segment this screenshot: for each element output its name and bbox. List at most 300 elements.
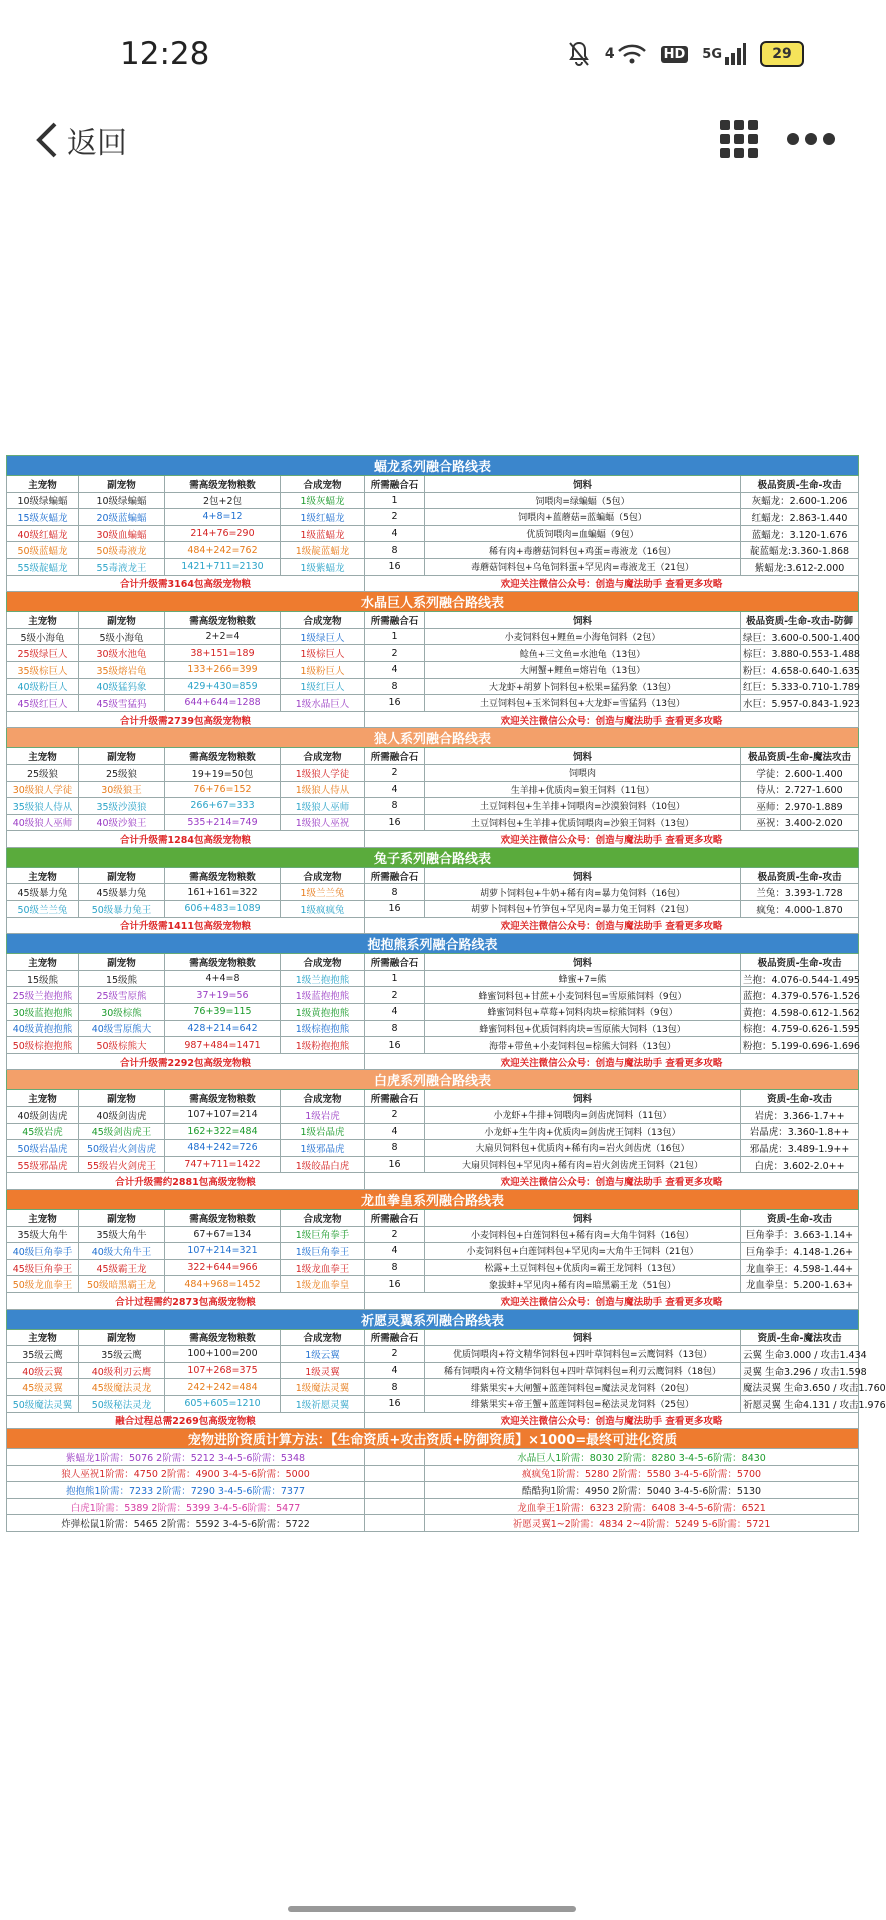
summary-text: 合计升级需2739包高级宠物粮 — [7, 711, 365, 728]
promo-note: 欢迎关注微信公众号：创造与魔法助手 查看更多攻略 — [365, 711, 859, 728]
table-row — [7, 542, 859, 559]
table-cell: 象拔蚌+罕见肉+稀有肉=暗黑霸王龙（51包） — [425, 1276, 741, 1293]
chevron-left-icon — [35, 120, 59, 160]
table-cell: 50级暗黑霸王龙 — [79, 1276, 165, 1293]
table-cell: 76+39=115 — [165, 1004, 281, 1021]
table-cell: 2 — [365, 1346, 425, 1363]
table-cell: 45级岩虎 — [7, 1123, 79, 1140]
section-title-bar — [7, 1309, 859, 1329]
table-row — [7, 1107, 859, 1124]
summary-text: 融合过程总需2269包高级宠物粮 — [7, 1412, 365, 1429]
column-header: 主宠物 — [7, 867, 79, 884]
table-cell: 40级大角牛王 — [79, 1243, 165, 1260]
column-header: 主宠物 — [7, 1209, 79, 1226]
section-title-bar — [7, 934, 859, 954]
table-cell: 40级猛犸象 — [79, 678, 165, 695]
table-cell: 4 — [365, 525, 425, 542]
table-cell: 35级棕巨人 — [7, 661, 79, 678]
table-cell: 35级沙漠狼 — [79, 798, 165, 815]
summary-row — [7, 1173, 859, 1190]
table-cell: 76+76=152 — [165, 781, 281, 798]
column-header: 所需融合石 — [365, 954, 425, 971]
evolution-level-left: 紫蝠龙1阶需：5076 2阶需：5212 3-4-5-6阶需：5348 — [7, 1449, 365, 1466]
table-cell: 邪晶虎：3.489-1.9++ — [741, 1140, 859, 1157]
table-cell: 土豆饲料包+生羊排+饲喂肉=沙漠狼饲料（10包） — [425, 798, 741, 815]
table-cell: 胡萝卜饲料包+牛奶+稀有肉=暴力兔饲料（16包） — [425, 884, 741, 901]
table-cell: 1级皎晶白虎 — [281, 1156, 365, 1173]
table-cell: 50级岩火剑齿虎 — [79, 1140, 165, 1157]
column-header: 饲料 — [425, 476, 741, 493]
spacer-cell — [365, 1498, 425, 1515]
table-cell: 1 — [365, 970, 425, 987]
column-header: 极品资质-生命-攻击 — [741, 954, 859, 971]
column-header: 资质-生命-攻击 — [741, 1090, 859, 1107]
table-cell: 38+151=189 — [165, 645, 281, 662]
table-cell: 蜂蜜+7=熊 — [425, 970, 741, 987]
table-cell: 蜂蜜饲料包+优质饲料肉块=雪原熊大饲料（13包） — [425, 1020, 741, 1037]
table-cell: 40级剑齿虎 — [7, 1107, 79, 1124]
promo-note: 欢迎关注微信公众号：创造与魔法助手 查看更多攻略 — [365, 1173, 859, 1190]
table-cell: 50级暴力兔王 — [79, 901, 165, 918]
promo-note: 欢迎关注微信公众号：创造与魔法助手 查看更多攻略 — [365, 1053, 859, 1070]
table-cell: 40级狼人巫师 — [7, 814, 79, 831]
column-header: 饲料 — [425, 1329, 741, 1346]
table-cell: 30级棕熊 — [79, 1004, 165, 1021]
column-header: 副宠物 — [79, 1090, 165, 1107]
column-header: 合成宠物 — [281, 867, 365, 884]
table-row — [7, 987, 859, 1004]
column-header: 副宠物 — [79, 1209, 165, 1226]
column-header: 极品资质-生命-攻击 — [741, 476, 859, 493]
table-cell: 30级血蝙蝠 — [79, 525, 165, 542]
table-cell: 35级狼人侍从 — [7, 798, 79, 815]
table-row — [7, 1346, 859, 1363]
table-cell: 35级云鹰 — [79, 1346, 165, 1363]
column-header: 所需融合石 — [365, 612, 425, 629]
table-cell: 50级魔法灵翼 — [7, 1395, 79, 1412]
table-cell: 37+19=56 — [165, 987, 281, 1004]
table-cell: 40级利刃云鹰 — [79, 1362, 165, 1379]
table-cell: 45级雪猛犸 — [79, 695, 165, 712]
summary-text: 合计升级需1284包高级宠物粮 — [7, 831, 365, 848]
table-cell: 岩虎：3.366-1.7++ — [741, 1107, 859, 1124]
table-cell: 30级蓝抱抱熊 — [7, 1004, 79, 1021]
table-cell: 55级邪晶虎 — [7, 1156, 79, 1173]
column-header: 副宠物 — [79, 954, 165, 971]
column-header: 主宠物 — [7, 1329, 79, 1346]
table-cell: 30级狼王 — [79, 781, 165, 798]
table-cell: 1级绿巨人 — [281, 628, 365, 645]
section-title: 狼人系列融合路线表 — [7, 728, 859, 748]
promo-note: 欢迎关注微信公众号：创造与魔法助手 查看更多攻略 — [365, 575, 859, 592]
table-cell: 25级兰抱抱熊 — [7, 987, 79, 1004]
table-row — [7, 1123, 859, 1140]
table-cell: 1级祈愿灵翼 — [281, 1395, 365, 1412]
summary-row — [7, 711, 859, 728]
more-options-button[interactable] — [786, 120, 836, 158]
table-cell: 4 — [365, 1004, 425, 1021]
table-row — [7, 1004, 859, 1021]
table-row — [7, 1395, 859, 1412]
column-header: 合成宠物 — [281, 476, 365, 493]
column-header: 所需融合石 — [365, 476, 425, 493]
evolution-level-right: 水晶巨人1阶需：8030 2阶需：8280 3-4-5-6阶需：8430 — [425, 1449, 859, 1466]
table-cell: 龙血拳皇：5.200-1.63+ — [741, 1276, 859, 1293]
table-cell: 266+67=333 — [165, 798, 281, 815]
summary-text: 合计过程需约2873包高级宠物粮 — [7, 1292, 365, 1309]
summary-row — [7, 1412, 859, 1429]
spacer-cell — [365, 1465, 425, 1482]
table-cell: 2 — [365, 645, 425, 662]
table-cell: 8 — [365, 1259, 425, 1276]
table-cell: 巨角拳手：3.663-1.14+ — [741, 1226, 859, 1243]
table-cell: 粉抱：5.199-0.696-1.696 — [741, 1037, 859, 1054]
status-icons — [567, 40, 804, 68]
table-cell: 16 — [365, 695, 425, 712]
section-title-bar — [7, 1189, 859, 1209]
promo-note: 欢迎关注微信公众号：创造与魔法助手 查看更多攻略 — [365, 831, 859, 848]
table-cell: 25级雪原熊 — [79, 987, 165, 1004]
table-cell: 55级岩火剑虎王 — [79, 1156, 165, 1173]
table-cell: 40级巨角拳手 — [7, 1243, 79, 1260]
table-row — [7, 558, 859, 575]
table-cell: 484+242=762 — [165, 542, 281, 559]
table-cell: 50级龙血拳王 — [7, 1276, 79, 1293]
table-cell: 25级狼 — [79, 764, 165, 781]
summary-text: 合计升级需3164包高级宠物粮 — [7, 575, 365, 592]
evolution-level-row — [7, 1498, 859, 1515]
table-cell: 1级邪晶虎 — [281, 1140, 365, 1157]
table-cell: 16 — [365, 814, 425, 831]
table-cell: 大闸蟹+鲤鱼=熔岩龟（13包） — [425, 661, 741, 678]
table-cell: 2 — [365, 1226, 425, 1243]
mute-bell-icon — [567, 40, 591, 68]
table-cell: 饲喂肉 — [425, 764, 741, 781]
grid-menu-button[interactable] — [720, 120, 758, 158]
spacer-cell — [365, 1449, 425, 1466]
column-header: 副宠物 — [79, 748, 165, 765]
table-cell: 50级蓝蝠龙 — [7, 542, 79, 559]
evolution-level-left: 狼人巫祝1阶需：4750 2阶需：4900 3-4-5-6阶需：5000 — [7, 1465, 365, 1482]
table-row — [7, 1243, 859, 1260]
column-header: 所需融合石 — [365, 1329, 425, 1346]
table-cell: 2 — [365, 764, 425, 781]
table-cell: 428+214=642 — [165, 1020, 281, 1037]
table-cell: 蓝抱：4.379-0.576-1.526 — [741, 987, 859, 1004]
table-cell: 25级绿巨人 — [7, 645, 79, 662]
back-button[interactable] — [35, 118, 127, 162]
column-header: 资质-生命-魔法攻击 — [741, 1329, 859, 1346]
table-cell: 605+605=1210 — [165, 1395, 281, 1412]
section-header-row — [7, 1209, 859, 1226]
evolution-level-row — [7, 1449, 859, 1466]
table-row — [7, 1020, 859, 1037]
table-cell: 8 — [365, 542, 425, 559]
table-cell: 535+214=749 — [165, 814, 281, 831]
column-header: 副宠物 — [79, 1329, 165, 1346]
table-cell: 毒蘑菇饲料包+乌龟饲料蛋+罕见肉=毒液龙王（21包） — [425, 558, 741, 575]
table-row — [7, 1276, 859, 1293]
table-cell: 8 — [365, 1140, 425, 1157]
table-cell: 小麦饲料包+白莲饲料包+罕见肉=大角牛王饲料（21包） — [425, 1243, 741, 1260]
table-cell: 162+322=484 — [165, 1123, 281, 1140]
table-row — [7, 661, 859, 678]
table-cell: 35级大角牛 — [79, 1226, 165, 1243]
table-cell: 107+214=321 — [165, 1243, 281, 1260]
table-cell: 1级灰蝠龙 — [281, 492, 365, 509]
table-cell: 8 — [365, 678, 425, 695]
section-title: 龙血拳皇系列融合路线表 — [7, 1189, 859, 1209]
table-cell: 606+483=1089 — [165, 901, 281, 918]
table-cell: 1级靛蓝蝠龙 — [281, 542, 365, 559]
table-cell: 8 — [365, 884, 425, 901]
summary-row — [7, 1053, 859, 1070]
section-header-row — [7, 954, 859, 971]
table-cell: 龙血拳王：4.598-1.44+ — [741, 1259, 859, 1276]
summary-text: 合计升级需约2881包高级宠物粮 — [7, 1173, 365, 1190]
table-cell: 5级小海龟 — [79, 628, 165, 645]
table-cell: 16 — [365, 1395, 425, 1412]
table-cell: 161+161=322 — [165, 884, 281, 901]
table-cell: 55级靛蝠龙 — [7, 558, 79, 575]
table-cell: 484+242=726 — [165, 1140, 281, 1157]
table-cell: 1级棕抱抱熊 — [281, 1020, 365, 1037]
column-header: 饲料 — [425, 748, 741, 765]
table-cell: 1 — [365, 492, 425, 509]
table-cell: 兰兔：3.393-1.728 — [741, 884, 859, 901]
table-row — [7, 1140, 859, 1157]
section-title-bar — [7, 728, 859, 748]
battery-icon — [760, 40, 804, 68]
section-header-row — [7, 867, 859, 884]
spacer-cell — [365, 1482, 425, 1499]
table-cell: 40级雪原熊大 — [79, 1020, 165, 1037]
table-cell: 55毒液龙王 — [79, 558, 165, 575]
table-cell: 429+430=859 — [165, 678, 281, 695]
table-cell: 15级熊 — [79, 970, 165, 987]
column-header: 需高级宠物粮数 — [165, 476, 281, 493]
table-cell: 魔法灵翼 生命3.650 / 攻击1.760 — [741, 1379, 859, 1396]
summary-row — [7, 1292, 859, 1309]
table-row — [7, 814, 859, 831]
column-header: 饲料 — [425, 954, 741, 971]
column-header: 所需融合石 — [365, 1209, 425, 1226]
column-header: 所需融合石 — [365, 867, 425, 884]
table-cell: 8 — [365, 798, 425, 815]
column-header: 需高级宠物粮数 — [165, 1209, 281, 1226]
table-cell: 2 — [365, 987, 425, 1004]
column-header: 合成宠物 — [281, 612, 365, 629]
section-title: 兔子系列融合路线表 — [7, 847, 859, 867]
column-header: 饲料 — [425, 1209, 741, 1226]
table-cell: 45级暴力兔 — [7, 884, 79, 901]
column-header: 合成宠物 — [281, 954, 365, 971]
column-header: 资质-生命-攻击 — [741, 1209, 859, 1226]
evolution-level-row — [7, 1465, 859, 1482]
table-cell: 蜂蜜饲料包+甘蔗+小麦饲料包=雪原熊饲料（9包） — [425, 987, 741, 1004]
summary-text: 合计升级需2292包高级宠物粮 — [7, 1053, 365, 1070]
table-row — [7, 645, 859, 662]
evolution-level-right: 疯疯兔1阶需：5280 2阶需：5580 3-4-5-6阶需：5700 — [425, 1465, 859, 1482]
column-header: 需高级宠物粮数 — [165, 1090, 281, 1107]
summary-row — [7, 831, 859, 848]
evolution-level-left: 抱抱熊1阶需：7233 2阶需：7290 3-4-5-6阶需：7377 — [7, 1482, 365, 1499]
section-header-row — [7, 748, 859, 765]
table-cell: 云翼 生命3.000 / 攻击1.434 — [741, 1346, 859, 1363]
evolution-level-row — [7, 1482, 859, 1499]
table-cell: 40级剑齿虎 — [79, 1107, 165, 1124]
evolution-level-left: 白虎1阶需：5389 2阶需：5399 3-4-5-6阶需：5477 — [7, 1498, 365, 1515]
table-cell: 灰蝠龙：2.600-1.206 — [741, 492, 859, 509]
table-cell: 67+67=134 — [165, 1226, 281, 1243]
table-cell: 50级棕熊大 — [79, 1037, 165, 1054]
table-cell: 25级狼 — [7, 764, 79, 781]
table-cell: 50级秘法灵龙 — [79, 1395, 165, 1412]
table-cell: 100+100=200 — [165, 1346, 281, 1363]
table-cell: 大扇贝饲料包+罕见肉+稀有肉=岩火剑齿虎王饲料（21包） — [425, 1156, 741, 1173]
table-row — [7, 764, 859, 781]
table-cell: 小龙虾+牛排+饲喂肉=剑齿虎饲料（11包） — [425, 1107, 741, 1124]
table-cell: 8 — [365, 1020, 425, 1037]
table-cell: 40级沙狼王 — [79, 814, 165, 831]
table-cell: 1级狼人巫师 — [281, 798, 365, 815]
section-title: 白虎系列融合路线表 — [7, 1070, 859, 1090]
table-row — [7, 1226, 859, 1243]
table-cell: 1级狼人学徒 — [281, 764, 365, 781]
table-cell: 巫祝：3.400-2.020 — [741, 814, 859, 831]
table-cell: 107+268=375 — [165, 1362, 281, 1379]
status-bar — [0, 0, 864, 110]
table-cell: 40级黄抱抱熊 — [7, 1020, 79, 1037]
summary-text: 合计升级需1411包高级宠物粮 — [7, 917, 365, 934]
table-cell: 1级粉抱抱熊 — [281, 1037, 365, 1054]
table-cell: 242+242=484 — [165, 1379, 281, 1396]
table-cell: 2+2=4 — [165, 628, 281, 645]
table-cell: 1级魔法灵翼 — [281, 1379, 365, 1396]
column-header: 主宠物 — [7, 954, 79, 971]
table-cell: 紫蝠龙:3.612-2.000 — [741, 558, 859, 575]
table-cell: 4+8=12 — [165, 509, 281, 526]
column-header: 需高级宠物粮数 — [165, 1329, 281, 1346]
table-row — [7, 1037, 859, 1054]
table-cell: 484+968=1452 — [165, 1276, 281, 1293]
table-cell: 50级棕抱抱熊 — [7, 1037, 79, 1054]
table-cell: 16 — [365, 1037, 425, 1054]
column-header: 主宠物 — [7, 476, 79, 493]
table-cell: 10级绿蝙蝠 — [7, 492, 79, 509]
table-cell: 海带+带鱼+小麦饲料包=棕熊大饲料（13包） — [425, 1037, 741, 1054]
table-cell: 35级云鹰 — [7, 1346, 79, 1363]
column-header: 副宠物 — [79, 612, 165, 629]
table-cell: 50级岩晶虎 — [7, 1140, 79, 1157]
table-cell: 稀有饲喂肉+符文精华饲料包+四叶草饲料包=利刃云鹰饲料（18包） — [425, 1362, 741, 1379]
table-cell: 1级龙血拳皇 — [281, 1276, 365, 1293]
table-cell: 1级狼人巫祝 — [281, 814, 365, 831]
table-cell: 16 — [365, 901, 425, 918]
table-cell: 鲶鱼+三文鱼=水池龟（13包） — [425, 645, 741, 662]
section-title: 蝠龙系列融合路线表 — [7, 456, 859, 476]
table-cell: 饲喂肉+蓝蘑菇=蓝蝙蝠（5包） — [425, 509, 741, 526]
table-cell: 16 — [365, 1156, 425, 1173]
column-header: 极品资质-生命-攻击-防御 — [741, 612, 859, 629]
column-header: 需高级宠物粮数 — [165, 867, 281, 884]
evolution-level-row — [7, 1515, 859, 1532]
column-header: 需高级宠物粮数 — [165, 612, 281, 629]
column-header: 合成宠物 — [281, 1329, 365, 1346]
table-cell: 棕巨：3.880-0.553-1.488 — [741, 645, 859, 662]
table-cell: 5级小海龟 — [7, 628, 79, 645]
table-cell: 1级紫蝠龙 — [281, 558, 365, 575]
table-cell: 学徒：2.600-1.400 — [741, 764, 859, 781]
table-cell: 1级棕巨人 — [281, 645, 365, 662]
table-cell: 1级狼人侍从 — [281, 781, 365, 798]
table-row — [7, 678, 859, 695]
column-header: 主宠物 — [7, 748, 79, 765]
table-cell: 蓝蝠龙：3.120-1.676 — [741, 525, 859, 542]
table-cell: 1级岩晶虎 — [281, 1123, 365, 1140]
promo-note: 欢迎关注微信公众号：创造与魔法助手 查看更多攻略 — [365, 1292, 859, 1309]
table-cell: 2包+2包 — [165, 492, 281, 509]
table-cell: 1 — [365, 628, 425, 645]
table-cell: 侍从：2.727-1.600 — [741, 781, 859, 798]
summary-row — [7, 917, 859, 934]
table-cell: 4 — [365, 1243, 425, 1260]
table-cell: 小麦饲料包+白莲饲料包+稀有肉=大角牛饲料（16包） — [425, 1226, 741, 1243]
more-dots-icon — [786, 120, 836, 158]
table-cell: 棕抱：4.759-0.626-1.595 — [741, 1020, 859, 1037]
column-header: 副宠物 — [79, 867, 165, 884]
table-cell: 35级大角牛 — [7, 1226, 79, 1243]
table-cell: 1级红巨人 — [281, 678, 365, 695]
nav-bar — [0, 110, 864, 170]
table-cell: 优质饲喂肉+符文精华饲料包+四叶草饲料包=云鹰饲料（13包） — [425, 1346, 741, 1363]
section-title-bar — [7, 1070, 859, 1090]
network-type-label: 5G — [702, 46, 722, 62]
table-cell: 白虎：3.602-2.0++ — [741, 1156, 859, 1173]
table-row — [7, 695, 859, 712]
table-cell: 小龙虾+生牛肉+优质肉=剑齿虎王饲料（13包） — [425, 1123, 741, 1140]
table-cell: 1级岩虎 — [281, 1107, 365, 1124]
table-cell: 优质饲喂肉=血蝙蝠（9包） — [425, 525, 741, 542]
section-title: 抱抱熊系列融合路线表 — [7, 934, 859, 954]
wifi-icon — [605, 40, 647, 68]
home-indicator[interactable] — [288, 1906, 576, 1912]
table-cell: 8 — [365, 1379, 425, 1396]
formula-text: 宠物进阶资质计算方法：【生命资质+攻击资质+防御资质】×1000=最终可进化资质 — [7, 1429, 859, 1449]
table-cell: 1级粉巨人 — [281, 661, 365, 678]
section-title: 祈愿灵翼系列融合路线表 — [7, 1309, 859, 1329]
hd-badge: HD — [661, 40, 689, 68]
table-cell: 45级暴力兔 — [79, 884, 165, 901]
table-row — [7, 492, 859, 509]
table-row — [7, 1156, 859, 1173]
table-cell: 15级熊 — [7, 970, 79, 987]
table-row — [7, 525, 859, 542]
section-header-row — [7, 476, 859, 493]
section-title-bar — [7, 592, 859, 612]
table-cell: 1级巨角拳王 — [281, 1243, 365, 1260]
column-header: 副宠物 — [79, 476, 165, 493]
column-header: 极品资质-生命-攻击 — [741, 867, 859, 884]
table-row — [7, 1362, 859, 1379]
spacer-cell — [365, 1515, 425, 1532]
table-cell: 45级巨角拳王 — [7, 1259, 79, 1276]
fusion-route-table — [6, 455, 886, 1532]
evolution-level-right: 酷酷狗1阶需：4950 2阶需：5040 3-4-5-6阶需：5130 — [425, 1482, 859, 1499]
table-cell: 40级云翼 — [7, 1362, 79, 1379]
table-cell: 214+76=290 — [165, 525, 281, 542]
evolution-level-right: 祈愿灵翼1~2阶需：4834 2~4阶需：5249 5-6阶需：5721 — [425, 1515, 859, 1532]
